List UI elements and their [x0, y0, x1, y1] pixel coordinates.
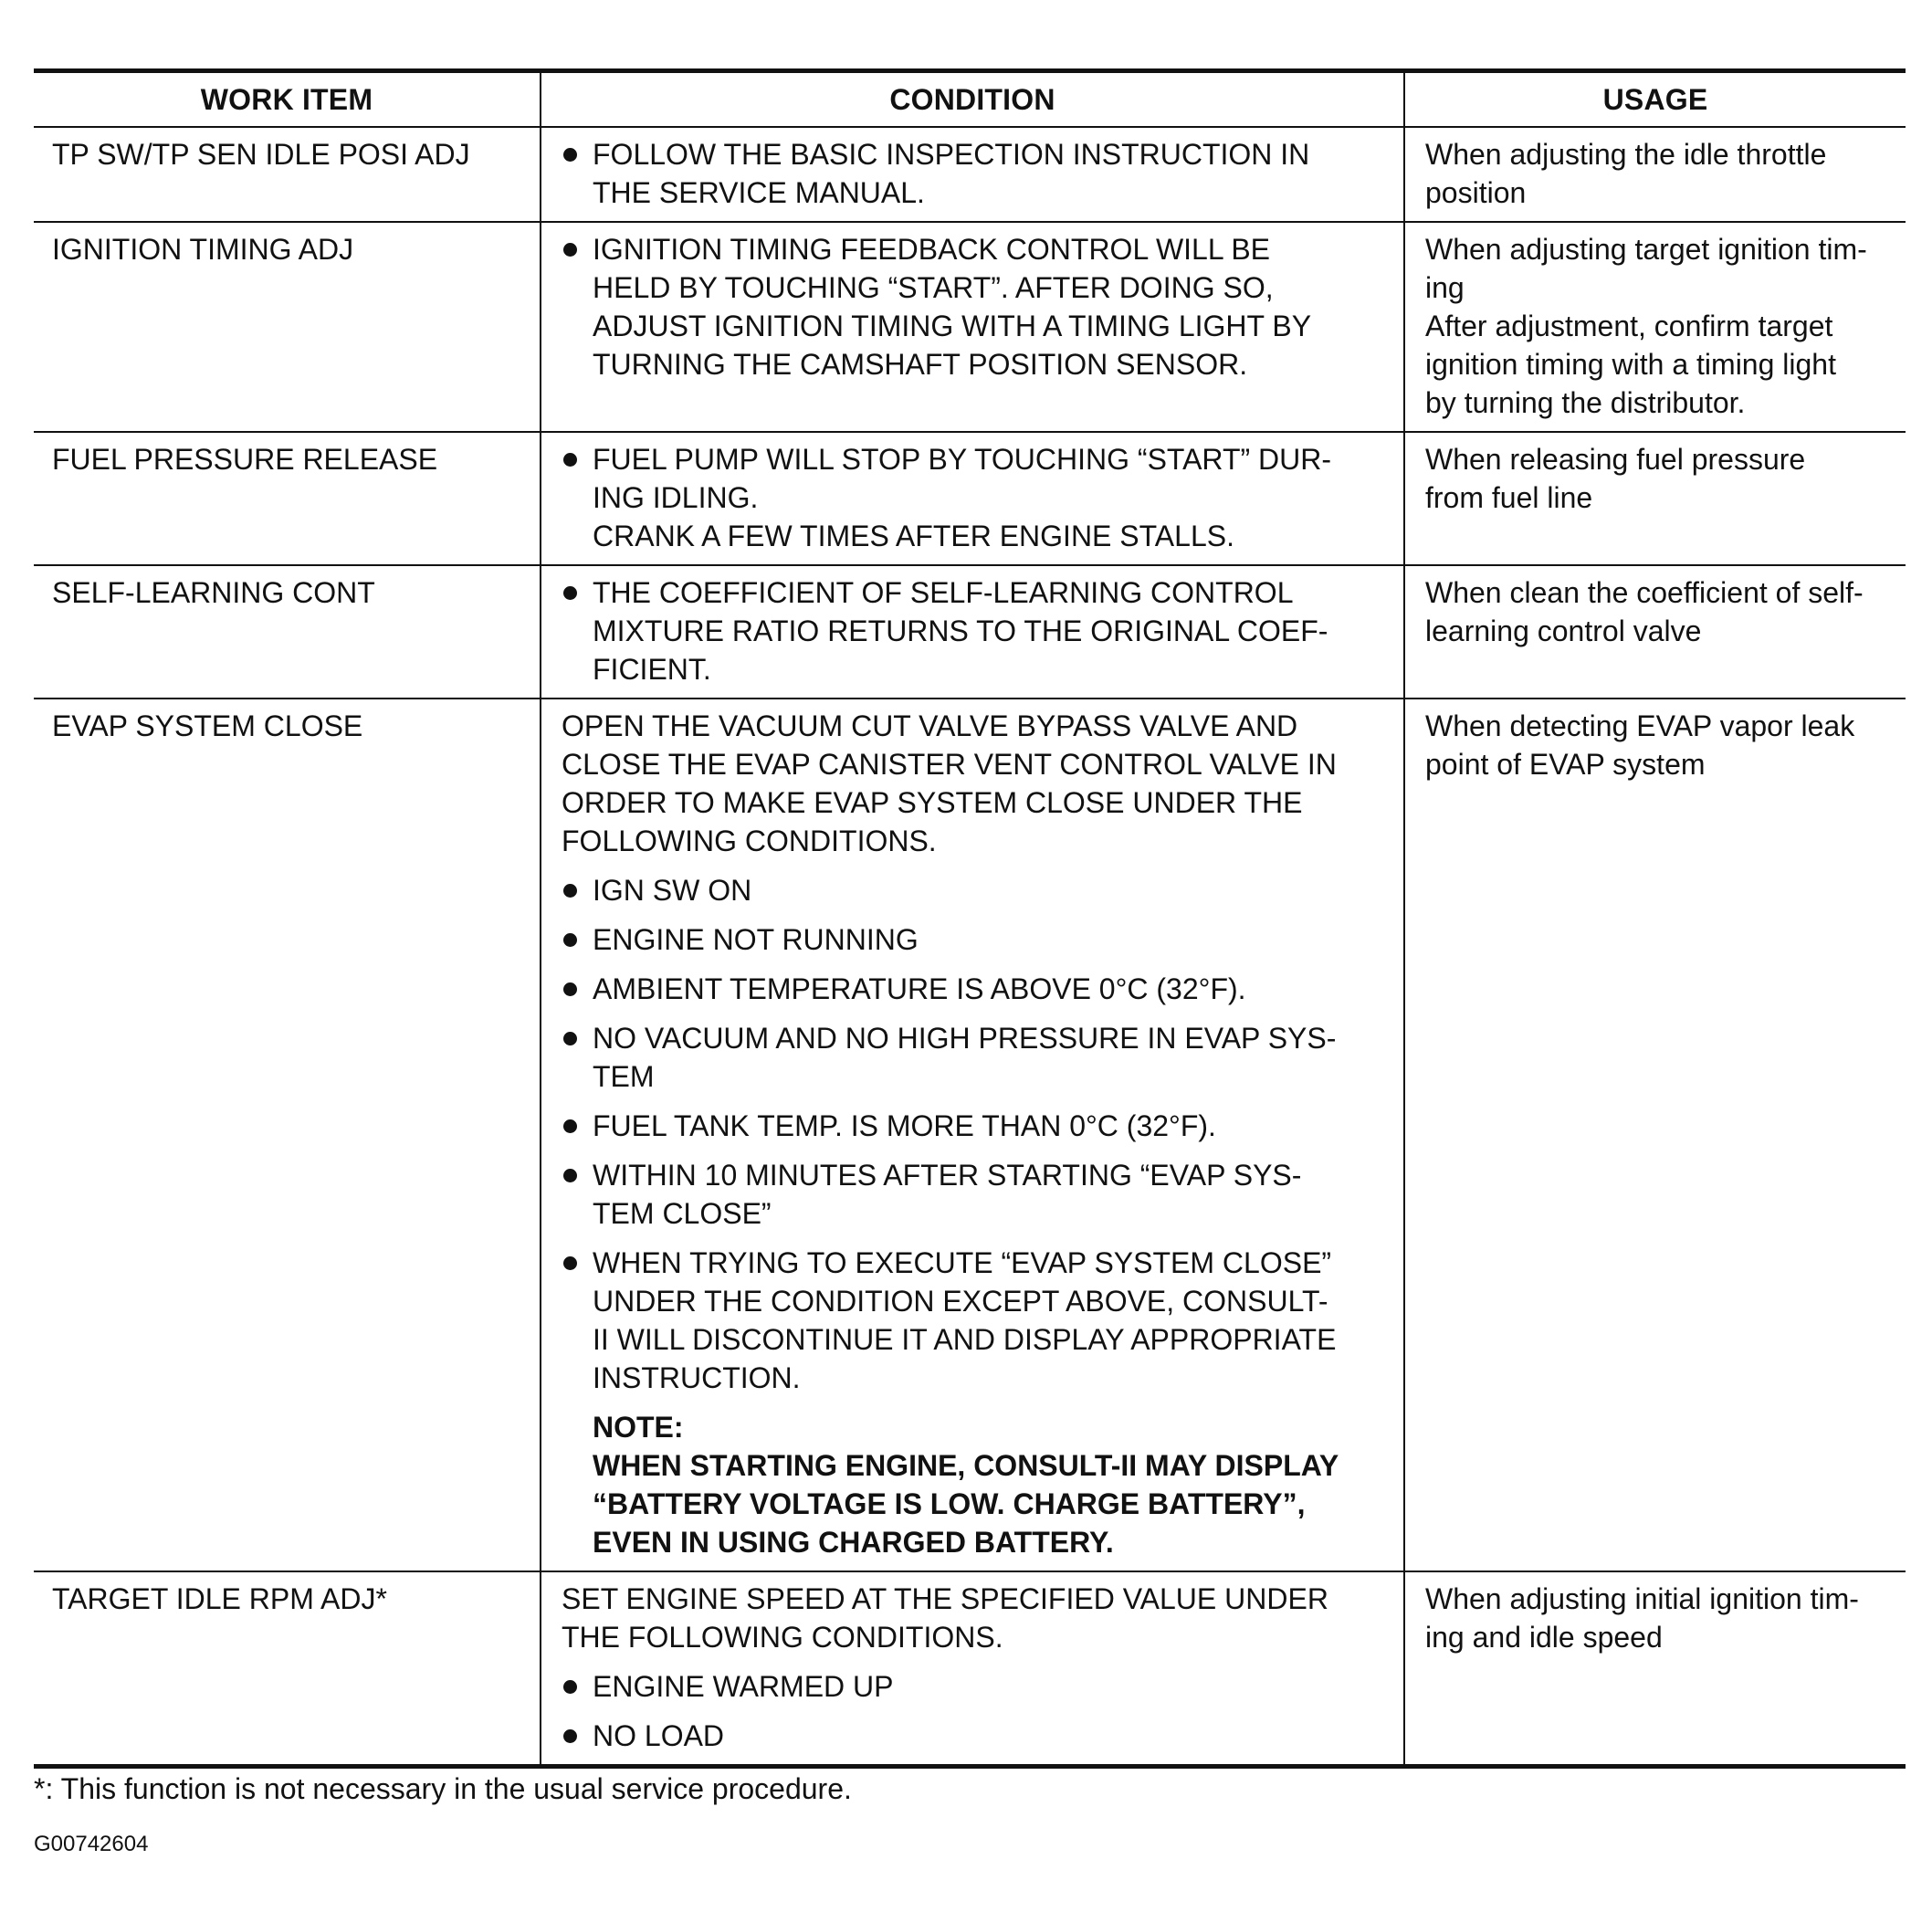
usage-cell: When detecting EVAP vapor leak point of EVAP system: [1404, 699, 1906, 1571]
condition-bullet: [562, 573, 1394, 688]
usage-cell: When adjusting target ignition tim- ing After adjustment, confirm target ignition timing with a timing light by turning the distributor.: [1404, 222, 1906, 432]
condition-cell: [541, 432, 1404, 565]
condition-bullet: [562, 970, 1394, 1008]
condition-bullet-text: FUEL PUMP WILL STOP BY TOUCHING “START” DUR- ING IDLING. CRANK A FEW TIMES AFTER ENGINE STALLS.: [593, 443, 1332, 552]
header-condition: CONDITION: [541, 71, 1404, 128]
work-support-table-container: [34, 68, 1906, 1769]
table-body: [34, 127, 1906, 1767]
condition-bullet: [562, 1019, 1394, 1096]
bullet-dot-icon: [563, 982, 577, 996]
condition-bullet: [562, 1667, 1394, 1706]
condition-cell: [541, 565, 1404, 699]
bullet-dot-icon: [563, 1256, 577, 1270]
condition-bullet-text: WHEN TRYING TO EXECUTE “EVAP SYSTEM CLOSE” UNDER THE CONDITION EXCEPT ABOVE, CONSULT- II WILL DISCONTINUE IT AND DISPLAY APPROPRIATE INSTRUCTION.: [593, 1246, 1337, 1394]
condition-bullet: [562, 440, 1394, 555]
condition-bullet: [562, 230, 1394, 383]
condition-bullet: [562, 1156, 1394, 1233]
header-work-item: WORK ITEM: [200, 82, 373, 116]
bullet-dot-icon: [563, 453, 577, 467]
header-usage: USAGE: [1404, 71, 1906, 128]
footnote: *: This function is not necessary in the usual service procedure.: [34, 1772, 852, 1805]
condition-bullet: [562, 1107, 1394, 1145]
condition-bullet: [562, 1717, 1394, 1755]
work-item-cell: TARGET IDLE RPM ADJ*: [52, 1582, 387, 1615]
condition-cell: [541, 222, 1404, 432]
usage-cell: When adjusting initial ignition tim- ing and idle speed: [1404, 1571, 1906, 1767]
bullet-dot-icon: [563, 586, 577, 600]
table-row: [34, 222, 1906, 432]
condition-bullet-text: FOLLOW THE BASIC INSPECTION INSTRUCTION IN THE SERVICE MANUAL.: [593, 138, 1310, 209]
bullet-dot-icon: [563, 1119, 577, 1133]
table-row: [34, 565, 1906, 699]
condition-intro: OPEN THE VACUUM CUT VALVE BYPASS VALVE AND CLOSE THE EVAP CANISTER VENT CONTROL VALVE IN ORDER TO MAKE EVAP SYSTEM CLOSE UNDER THE FOLLOWING CONDITIONS.: [562, 709, 1337, 857]
condition-cell: [541, 699, 1404, 1571]
condition-bullet-text: NO LOAD: [593, 1719, 725, 1752]
bullet-dot-icon: [563, 1032, 577, 1045]
work-support-table: [34, 68, 1906, 1769]
usage-cell: When clean the coefficient of self- learning control valve: [1404, 565, 1906, 699]
bullet-dot-icon: [563, 1729, 577, 1743]
work-item-cell: FUEL PRESSURE RELEASE: [52, 443, 438, 476]
table-row: [34, 1571, 1906, 1767]
table-row: [34, 432, 1906, 565]
condition-bullet-text: IGN SW ON: [593, 874, 752, 907]
condition-bullet-text: THE COEFFICIENT OF SELF-LEARNING CONTROL MIXTURE RATIO RETURNS TO THE ORIGINAL COEF- FICIENT.: [593, 576, 1328, 686]
usage-cell: When releasing fuel pressure from fuel line: [1404, 432, 1906, 565]
work-item-cell: TP SW/TP SEN IDLE POSI ADJ: [52, 138, 470, 171]
condition-note: NOTE: WHEN STARTING ENGINE, CONSULT-II MAY DISPLAY “BATTERY VOLTAGE IS LOW. CHARGE BATTERY”, EVEN IN USING CHARGED BATTERY.: [593, 1411, 1339, 1559]
bullet-dot-icon: [563, 933, 577, 947]
condition-bullet: [562, 1244, 1394, 1397]
condition-bullet: [562, 871, 1394, 909]
table-row: [34, 127, 1906, 222]
condition-bullet-text: WITHIN 10 MINUTES AFTER STARTING “EVAP SYS- TEM CLOSE”: [593, 1159, 1302, 1230]
table-row: [34, 699, 1906, 1571]
bullet-dot-icon: [563, 1680, 577, 1694]
condition-intro: SET ENGINE SPEED AT THE SPECIFIED VALUE UNDER THE FOLLOWING CONDITIONS.: [562, 1582, 1328, 1654]
condition-bullet-text: ENGINE NOT RUNNING: [593, 923, 919, 956]
figure-id: G00742604: [34, 1832, 149, 1856]
condition-bullet-text: IGNITION TIMING FEEDBACK CONTROL WILL BE HELD BY TOUCHING “START”. AFTER DOING SO, ADJUST IGNITION TIMING WITH A TIMING LIGHT BY TURNING THE CAMSHAFT POSITION SENSOR.: [593, 233, 1312, 381]
condition-bullet-text: FUEL TANK TEMP. IS MORE THAN 0°C (32°F).: [593, 1109, 1216, 1142]
condition-bullet: [562, 135, 1394, 212]
condition-cell: [541, 1571, 1404, 1767]
condition-bullet: [562, 920, 1394, 959]
bullet-dot-icon: [563, 148, 577, 162]
condition-bullet-text: AMBIENT TEMPERATURE IS ABOVE 0°C (32°F).: [593, 972, 1246, 1005]
work-item-cell: SELF-LEARNING CONT: [52, 576, 375, 609]
bullet-dot-icon: [563, 243, 577, 257]
bullet-dot-icon: [563, 1169, 577, 1182]
usage-cell: When adjusting the idle throttle position: [1404, 127, 1906, 222]
bullet-dot-icon: [563, 884, 577, 898]
condition-cell: [541, 127, 1404, 222]
condition-bullet-text: NO VACUUM AND NO HIGH PRESSURE IN EVAP SYS- TEM: [593, 1022, 1337, 1093]
condition-bullet-text: ENGINE WARMED UP: [593, 1670, 894, 1703]
work-item-cell: EVAP SYSTEM CLOSE: [52, 709, 363, 742]
table-header-row: [34, 71, 1906, 128]
work-item-cell: IGNITION TIMING ADJ: [52, 233, 354, 266]
